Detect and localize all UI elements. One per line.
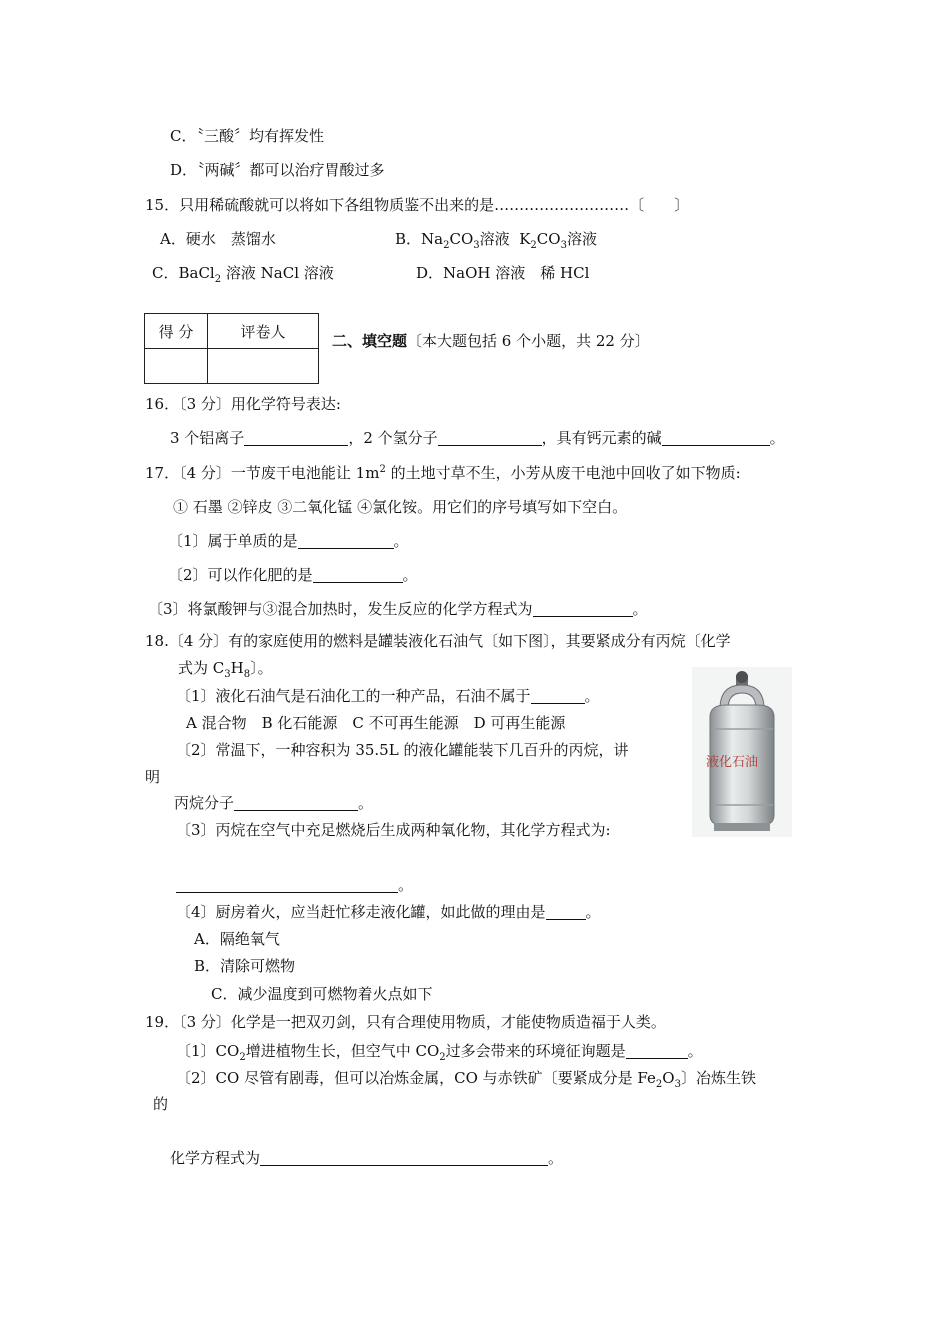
answer-blank[interactable] bbox=[313, 566, 403, 583]
q18-part-2: 〔2〕常温下，一种容积为 35.5L 的液化罐能装下几百升的丙烷，讲 bbox=[176, 741, 629, 759]
q18-option-a: A．隔绝氧气 bbox=[194, 930, 280, 948]
answer-blank[interactable] bbox=[176, 876, 398, 893]
lpg-tank-image bbox=[692, 667, 792, 837]
grader-header: 评卷人 bbox=[208, 314, 319, 349]
answer-blank[interactable] bbox=[298, 532, 394, 549]
tank-label: 液化石油 bbox=[706, 755, 759, 770]
q15-stem: 15．只用稀硫酸就可以将如下各组物质鉴不出来的是………………………〔 〕 bbox=[145, 196, 690, 214]
q18-part-3-answer: 。 bbox=[176, 875, 413, 895]
answer-blank[interactable] bbox=[438, 429, 542, 446]
q14-option-c: C．〝三酸〞均有挥发性 bbox=[170, 127, 324, 145]
answer-blank[interactable] bbox=[546, 903, 586, 920]
q17-stem: 17．〔4 分〕一节废干电池能让 $1m^2$ 的土地寸草不生，小芳从废干电池中回收了如下物质: bbox=[145, 464, 741, 482]
answer-blank[interactable] bbox=[531, 687, 585, 704]
q18-part-1: 〔1〕液化石油气是石油化工的一种产品，石油不属于 。 bbox=[176, 687, 600, 705]
q18-part-2-b: 丙烷分子 。 bbox=[174, 794, 374, 812]
q15-option-d: D．NaOH 溶液 稀 HCl bbox=[416, 264, 590, 282]
answer-blank[interactable] bbox=[260, 1149, 548, 1166]
q19-stem: 19．〔3 分〕化学是一把双刃剑，只有合理使用物质，才能使物质造福于人类。 bbox=[145, 1013, 666, 1031]
q16-stem: 16．〔3 分〕用化学符号表达: bbox=[145, 395, 341, 413]
q18-option-b: B．清除可燃物 bbox=[194, 957, 296, 975]
q14-option-d: D．〝两碱〞都可以治疗胃酸过多 bbox=[170, 161, 385, 179]
score-header: 得 分 bbox=[145, 314, 208, 349]
q18-stem: 18.〔4 分〕有的家庭使用的燃料是罐装液化石油气〔如下图〕，其要紧成分有丙烷〔化学 bbox=[145, 632, 731, 650]
score-cell bbox=[145, 349, 208, 384]
score-table bbox=[144, 313, 319, 384]
q16-body: 3 个铝离子 ，2 个氢分子 ，具有钙元素的碱 。 bbox=[170, 429, 785, 447]
q18-part-3: 〔3〕丙烷在空气中充足燃烧后生成两种氧化物，其化学方程式为: bbox=[176, 821, 611, 839]
q15-option-b: B．$Na_2CO_3$溶液 $K_2CO_3$溶液 bbox=[395, 230, 597, 251]
answer-blank[interactable] bbox=[626, 1042, 688, 1059]
q19-part-3: 化学方程式为 。 bbox=[170, 1149, 564, 1167]
q18-stem-formula: 式为 $C_3H_8$〕。 bbox=[178, 659, 273, 680]
q19-part-1: 〔1〕$CO_2$增进植物生长，但空气中 $CO_2$过多会带来的环境征询题是 。 bbox=[176, 1042, 703, 1063]
grader-cell bbox=[208, 349, 319, 384]
answer-blank[interactable] bbox=[244, 429, 348, 446]
q17-items: ① 石墨 ②锌皮 ③二氧化锰 ④氯化铵。用它们的序号填写如下空白。 bbox=[173, 498, 628, 516]
q17-part-2: 〔2〕可以作化肥的是 。 bbox=[168, 566, 418, 584]
q19-part-2: 〔2〕CO 尽管有剧毒，但可以冶炼金属，CO 与赤铁矿〔要紧成分是 $Fe_2O_3$〕冶炼生铁 bbox=[176, 1069, 756, 1090]
q17-part-1: 〔1〕属于单质的是 。 bbox=[168, 532, 409, 550]
q15-option-a: A．硬水 蒸馏水 bbox=[160, 230, 276, 248]
q18-part-4: 〔4〕厨房着火，应当赶忙移走液化罐，如此做的理由是 。 bbox=[176, 903, 601, 921]
section-title: 二、填空题〔本大题包括 6 个小题，共 22 分〕 bbox=[332, 332, 650, 350]
answer-blank[interactable] bbox=[234, 794, 358, 811]
answer-blank[interactable] bbox=[662, 429, 770, 446]
q17-part-3: 〔3〕将氯酸钾与③混合加热时，发生反应的化学方程式为 。 bbox=[148, 600, 648, 618]
answer-blank[interactable] bbox=[533, 600, 633, 617]
q18-option-c: C．减少温度到可燃物着火点如下 bbox=[211, 985, 433, 1003]
q15-option-c: C．BaCl$_2$ 溶液 NaCl 溶液 bbox=[152, 264, 334, 285]
q18-part-2-wrap: 明 bbox=[145, 768, 161, 786]
q18-part-1-options: A 混合物 B 化石能源 C 不可再生能源 D 可再生能源 bbox=[186, 714, 566, 732]
q19-part-2-wrap: 的 bbox=[153, 1095, 169, 1113]
